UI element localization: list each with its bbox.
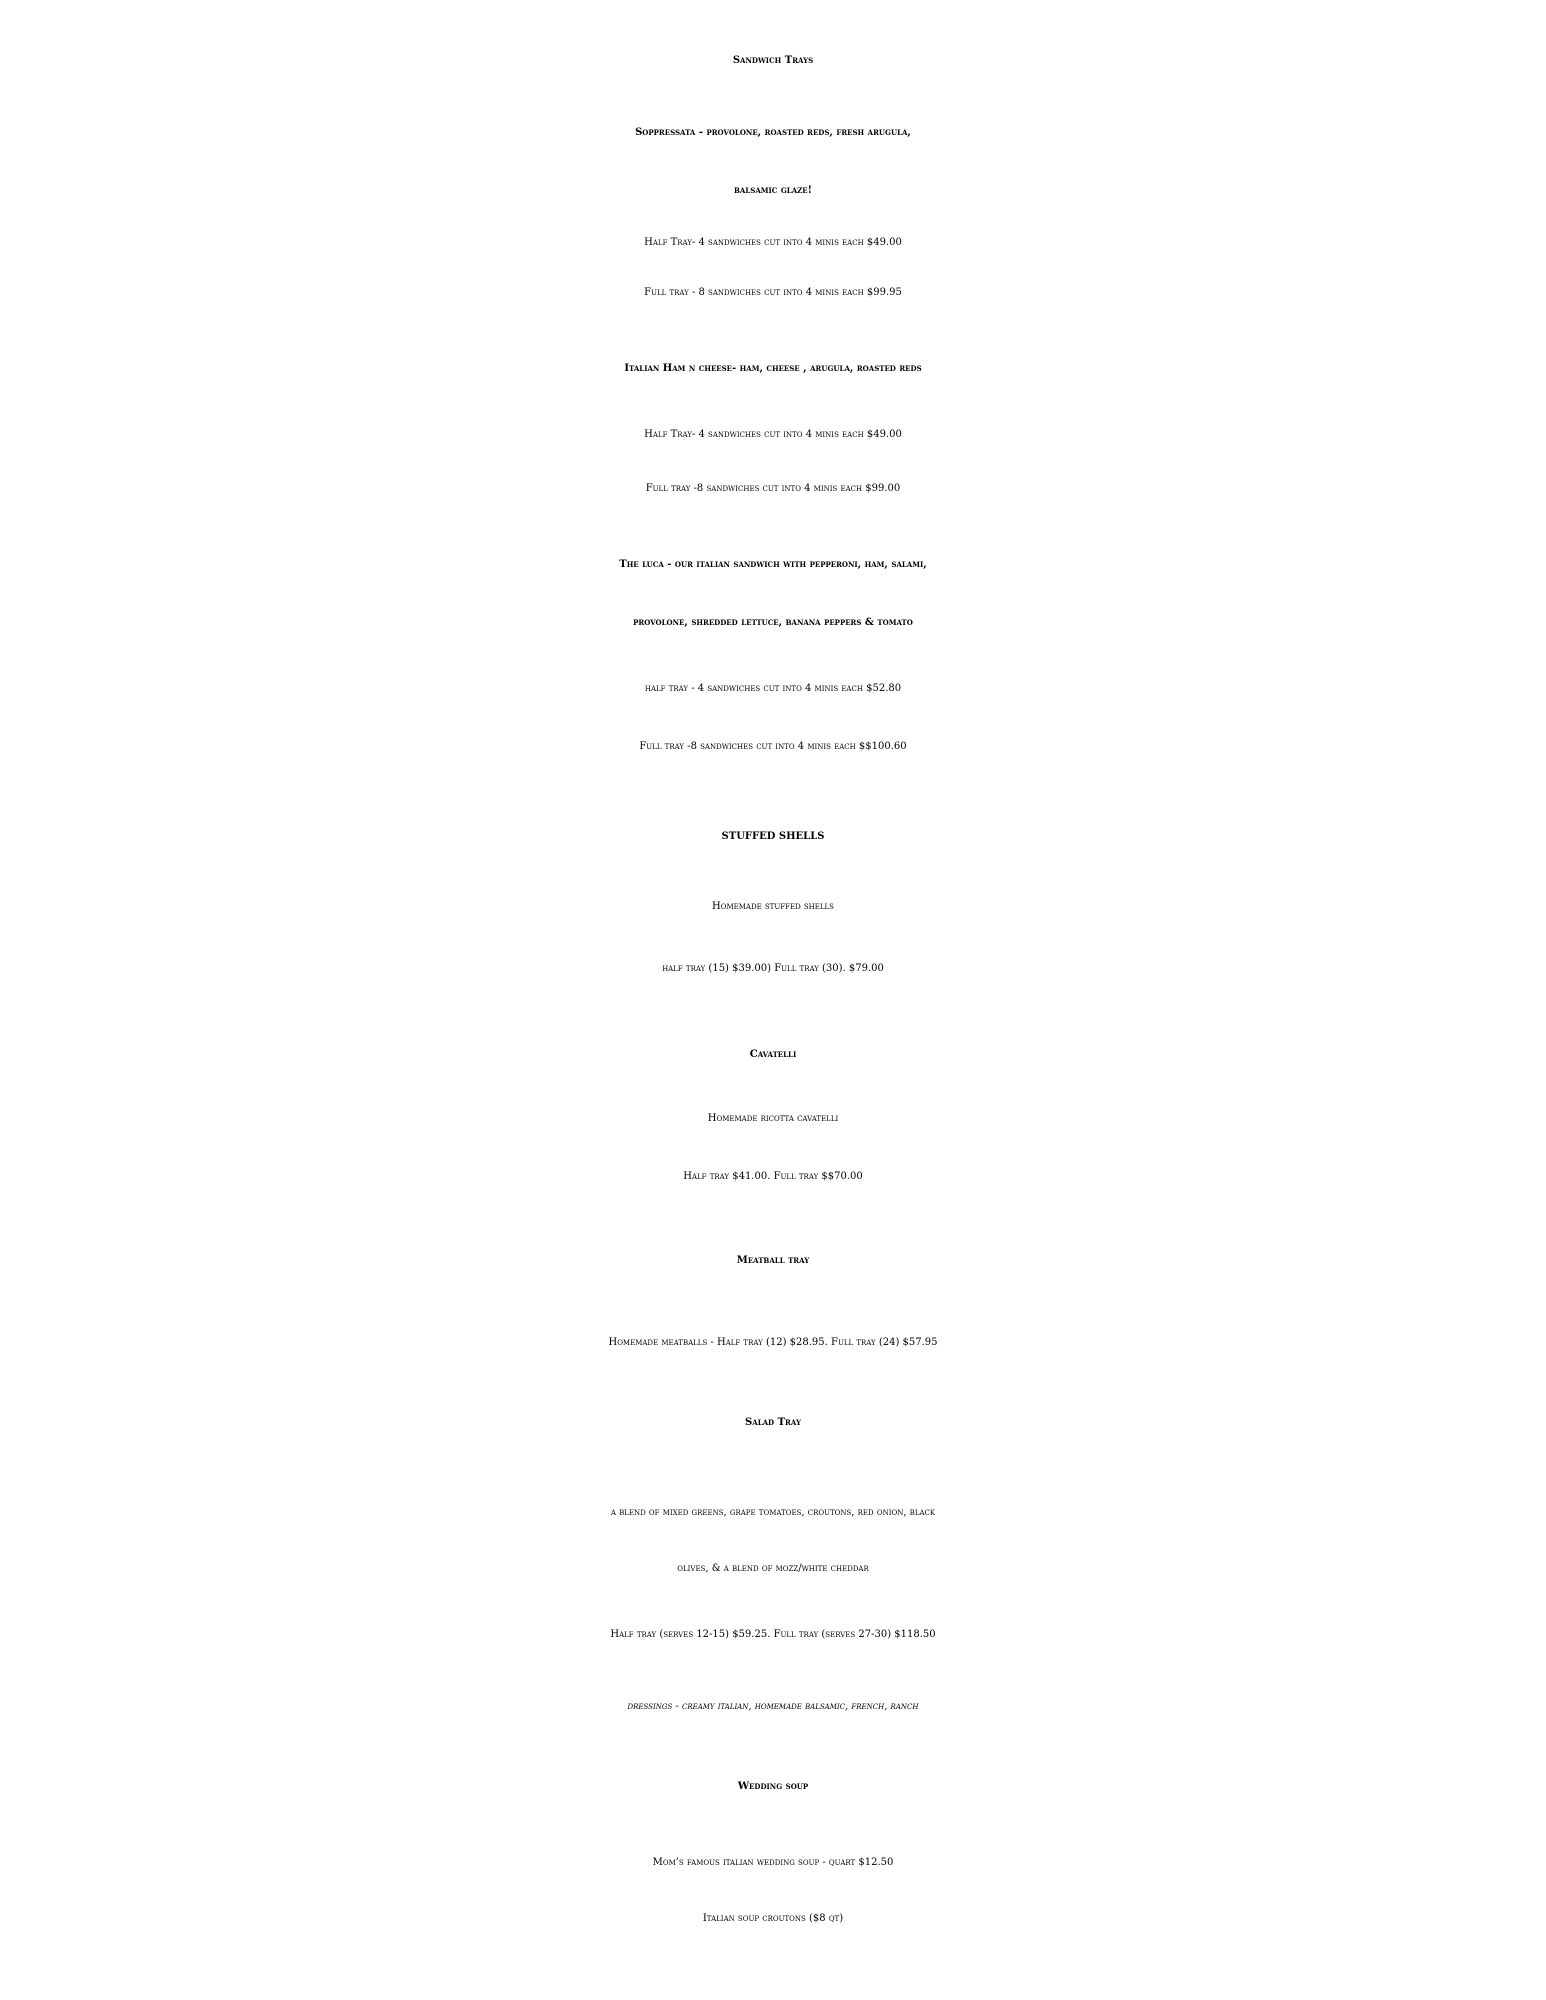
luca-half-tray: half tray - 4 sandwiches cut into 4 minis each $52.80 (644, 683, 902, 694)
cavatelli-price: Half tray $41.00. Full tray $$70.00 (683, 1171, 863, 1182)
soppressata-full-tray: Full tray - 8 sandwiches cut into 4 minis each $99.95 (644, 287, 902, 298)
wedding-soup-title: Wedding soup (737, 1781, 809, 1792)
salad-tray-title: Salad Tray (745, 1417, 801, 1428)
salad-tray-dressings: dressings - creamy italian, homemade balsamic, french, ranch (627, 1701, 919, 1712)
stuffed-shells-title: STUFFED SHELLS (721, 831, 825, 842)
salad-tray-desc-line-2: olives, & a blend of mozz/white cheddar (677, 1563, 869, 1574)
italian-ham-desc: Italian Ham n cheese- ham, cheese , arugula, roasted reds (624, 363, 922, 374)
cavatelli-desc: Homemade ricotta cavatelli (707, 1113, 839, 1124)
soppressata-desc-line-1: Soppressata - provolone, roasted reds, fresh arugula, (635, 127, 911, 138)
soppressata-half-tray: Half Tray- 4 sandwiches cut into 4 minis each $49.00 (644, 237, 902, 248)
italian-ham-half-tray: Half Tray- 4 sandwiches cut into 4 minis each $49.00 (644, 429, 902, 440)
luca-desc-line-2: provolone, shredded lettuce, banana peppers & tomato (633, 617, 913, 628)
wedding-soup-croutons: Italian soup croutons ($8 qt) (702, 1913, 844, 1924)
salad-tray-price: Half tray (serves 12-15) $59.25. Full tray (serves 27-30) $118.50 (610, 1629, 936, 1640)
stuffed-shells-price: half tray (15) $39.00) Full tray (30). $79.00 (662, 963, 884, 974)
meatball-tray-title: Meatball tray (736, 1255, 810, 1266)
italian-ham-full-tray: Full tray -8 sandwiches cut into 4 minis each $99.00 (645, 483, 901, 494)
wedding-soup-desc: Mom’s famous italian wedding soup - quart $12.50 (652, 1857, 894, 1868)
stuffed-shells-desc: Homemade stuffed shells (712, 901, 834, 912)
salad-tray-desc-line-1: a blend of mixed greens, grape tomatoes, croutons, red onion, black (610, 1507, 936, 1518)
sandwich-trays-title: Sandwich Trays (732, 55, 814, 66)
meatball-tray-desc: Homemade meatballs - Half tray (12) $28.95. Full tray (24) $57.95 (608, 1337, 938, 1348)
cavatelli-title: Cavatelli (749, 1049, 797, 1060)
soppressata-desc-line-2: balsamic glaze! (734, 185, 812, 196)
luca-desc-line-1: The luca - our italian sandwich with pepperoni, ham, salami, (619, 559, 927, 570)
luca-full-tray: Full tray -8 sandwiches cut into 4 minis each $$100.60 (639, 741, 907, 752)
